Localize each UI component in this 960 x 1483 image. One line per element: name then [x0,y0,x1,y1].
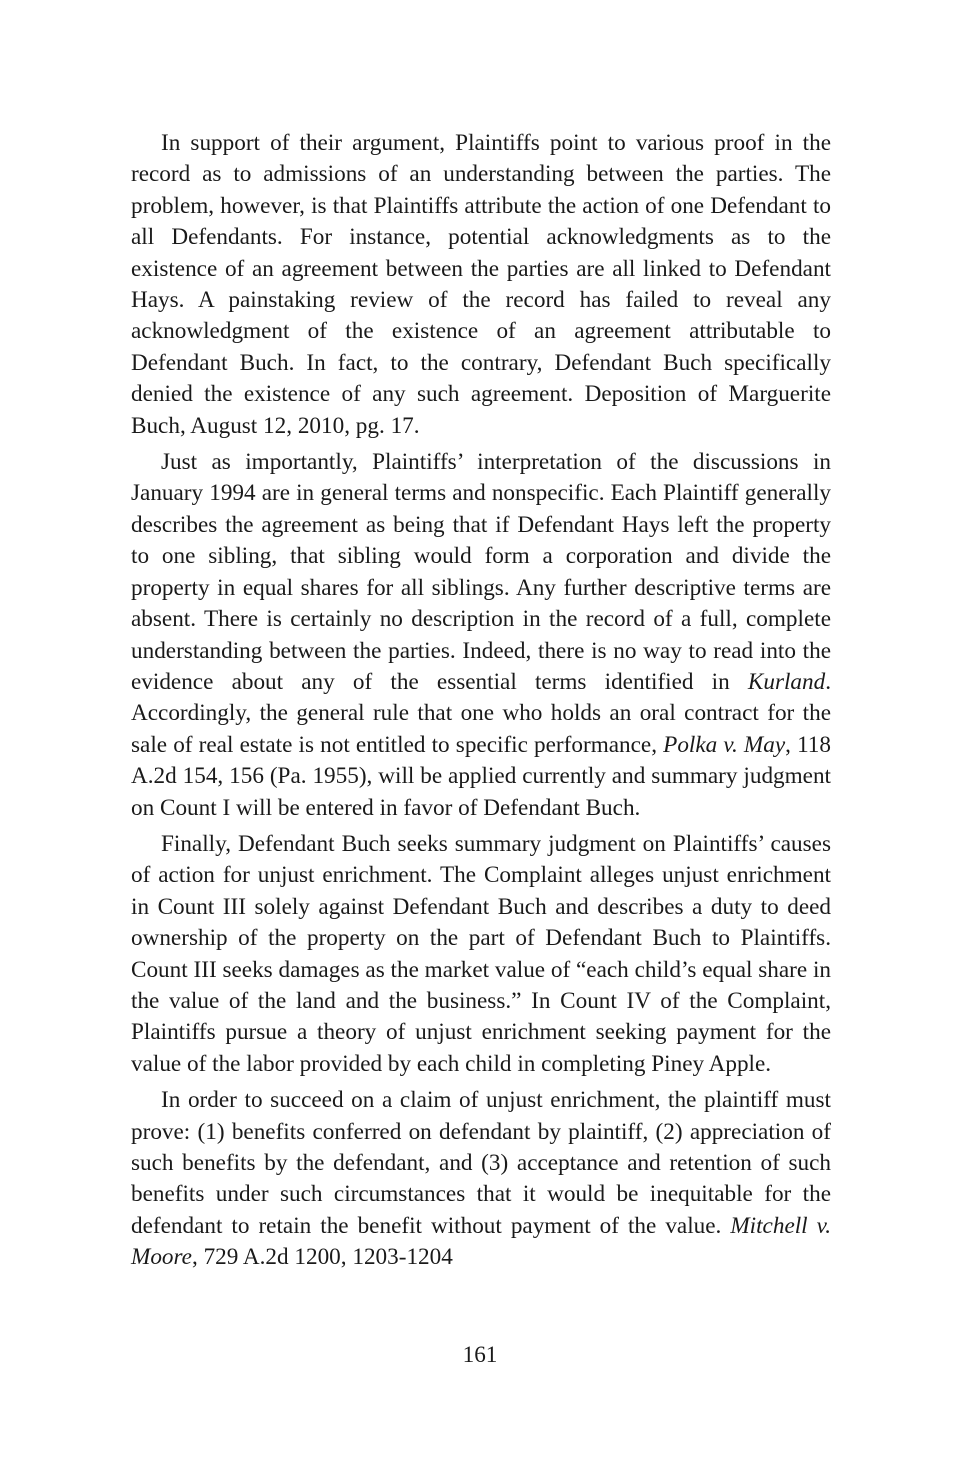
paragraph-3 [131,829,831,1080]
case-citation-mitchell-v-moore: Mitchell v. Moore [131,1212,831,1271]
paragraph-1 [131,128,831,442]
case-citation-polka-v-may: Polka v. May [663,731,786,758]
paragraph-text: . Accordingly, the general rule that one who holds an oral contract for the sale of real estate is not entitled to specific performance, [131,668,831,758]
paragraph-text: , 118 A.2d 154, 156 (Pa. 1955), will be applied currently and summary judgment on Count I will be entered in favor of Defendant Buch. [131,731,831,821]
page-number: 161 [462,1342,498,1368]
paragraph-text: In support of their argument, Plaintiffs point to various proof in the record as to admissions of an understanding between the parties. The problem, however, is that Plaintiffs attribute the action of one Defendant to all Defendants. For instance, potential acknowledgments as to the existence of an agreement between the parties are all linked to Defendant Hays. A painstaking review of the record has failed to reveal any acknowledgment of the existence of an agreement attributable to Defendant Buch. In fact, to the contrary, Defendant Buch specifically denied the existence of any such agreement. Deposition of Marguerite Buch, August 12, 2010, pg. 17. [131,130,831,439]
paragraph-text: Just as importantly, Plaintiffs’ interpretation of the discussions in January 1994 are in general terms and nonspecific. Each Plaintiff generally describes the agreement as being that if Defendant Hays left the property to one sibling, that sibling would form a corporation and divide the property in equal shares for all siblings. Any further descriptive terms are absent. There is certainly no description in the record of a full, complete understanding between the parties. Indeed, there is no way to read into the evidence about any of the essential terms identified in [131,449,831,695]
paragraph-text: Finally, Defendant Buch seeks summary judgment on Plaintiffs’ causes of action for unjust enrichment. The Complaint alleges unjust enrichment in Count III solely against Defendant Buch and describes a duty to deed ownership of the property on the part of Defendant Buch to Plaintiffs. Count III seeks damages as the market value of “each child’s equal share in the value of the land and the business.” In Count IV of the Complaint, Plaintiffs pursue a theory of unjust enrichment seeking payment for the value of the labor provided by each child in completing Piney Apple. [131,830,831,1077]
paragraph-text: In order to succeed on a claim of unjust enrichment, the plaintiff must prove: (1) benefits conferred on defendant by plaintiff, (2) appreciation of such benefits by the defendant, and (3) acceptance and retention of such benefits under such circumstances that it would be inequitable for the defendant to retain the benefit without payment of the value. [131,1087,831,1239]
case-citation-kurland: Kurland [747,668,826,695]
paragraph-4 [131,1085,831,1273]
paragraph-2 [131,447,831,824]
body-text [131,128,831,1274]
paragraph-text: , 729 A.2d 1200, 1203-1204 [191,1244,453,1271]
